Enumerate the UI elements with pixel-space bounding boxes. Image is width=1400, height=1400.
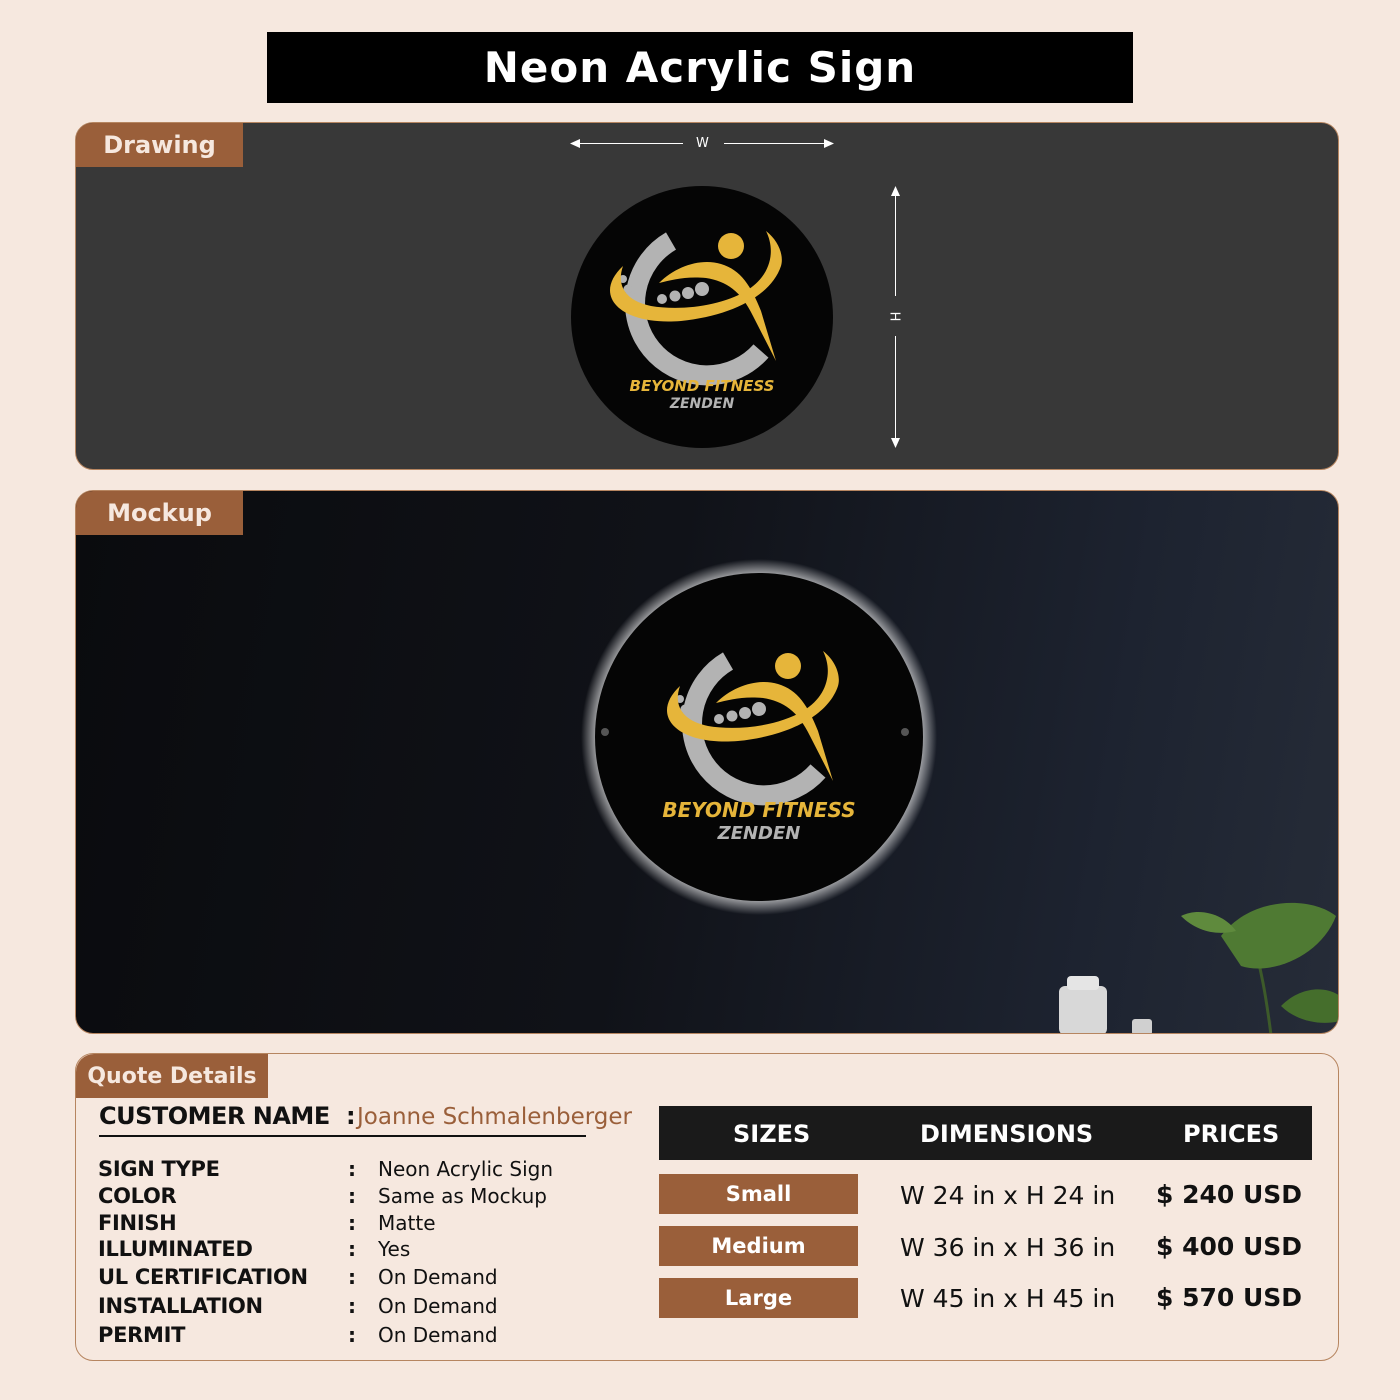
price-large: $ 570 USD [1156, 1283, 1303, 1312]
spec-row-color [76, 1184, 636, 1212]
drawing-logo-line2: ZENDEN [669, 396, 735, 412]
drawing-panel [75, 122, 1339, 470]
height-label: H [886, 311, 902, 322]
spec-value: On Demand [378, 1265, 498, 1289]
spec-row-installation [76, 1294, 636, 1322]
spec-key: UL CERTIFICATION [98, 1265, 308, 1289]
drawing-tab: Drawing [76, 123, 243, 167]
spec-row-permit [76, 1323, 636, 1351]
spec-value: On Demand [378, 1323, 498, 1347]
width-label: W [696, 136, 709, 151]
spec-row-ul-certification [76, 1265, 636, 1293]
decor-plant [1051, 876, 1339, 1034]
mockup-logo-line1: BEYOND FITNESS [662, 798, 856, 822]
spec-colon: : [348, 1157, 356, 1181]
spec-value: On Demand [378, 1294, 498, 1318]
mockup-tab: Mockup [76, 491, 243, 535]
spec-colon: : [348, 1323, 356, 1347]
mockup-logo-line2: ZENDEN [717, 823, 801, 844]
customer-name-colon: : [346, 1102, 356, 1130]
spec-colon: : [348, 1294, 356, 1318]
header-prices: PRICES [1183, 1120, 1280, 1148]
price-small: $ 240 USD [1156, 1180, 1303, 1209]
mockup-panel [75, 490, 1339, 1034]
dimensions-small: W 24 in x H 24 in [900, 1181, 1116, 1210]
drawing-logo [571, 186, 833, 448]
spec-key: PERMIT [98, 1323, 186, 1347]
size-medium-button[interactable]: Medium [659, 1226, 858, 1266]
spec-key: ILLUMINATED [98, 1237, 253, 1261]
spec-key: COLOR [98, 1184, 177, 1208]
customer-name-value: Joanne Schmalenberger [357, 1104, 633, 1130]
spec-value: Yes [378, 1237, 411, 1261]
spec-value: Matte [378, 1211, 436, 1235]
quote-tab: Quote Details [76, 1054, 268, 1098]
spec-key: FINISH [98, 1211, 177, 1235]
header-dimensions: DIMENSIONS [920, 1120, 1094, 1148]
spec-value: Same as Mockup [378, 1184, 547, 1208]
drawing-logo-line1: BEYOND FITNESS [629, 377, 775, 395]
price-table-header [659, 1106, 1312, 1160]
header-sizes: SIZES [733, 1120, 811, 1148]
customer-name-label: CUSTOMER NAME [99, 1102, 330, 1130]
spec-row-sign-type [76, 1157, 636, 1185]
spec-colon: : [348, 1184, 356, 1208]
page-title: Neon Acrylic Sign [267, 32, 1133, 103]
size-small-button[interactable]: Small [659, 1174, 858, 1214]
spec-colon: : [348, 1237, 356, 1261]
dimensions-medium: W 36 in x H 36 in [900, 1233, 1116, 1262]
quote-panel [75, 1053, 1339, 1361]
spec-colon: : [348, 1265, 356, 1289]
spec-colon: : [348, 1211, 356, 1235]
spec-row-illuminated [76, 1237, 636, 1265]
spec-value: Neon Acrylic Sign [378, 1157, 554, 1181]
customer-name-underline [99, 1135, 586, 1137]
dimensions-large: W 45 in x H 45 in [900, 1284, 1116, 1313]
size-large-button[interactable]: Large [659, 1278, 858, 1318]
price-medium: $ 400 USD [1156, 1232, 1303, 1261]
spec-row-finish [76, 1211, 636, 1239]
spec-key: INSTALLATION [98, 1294, 263, 1318]
mockup-logo [581, 559, 937, 915]
spec-key: SIGN TYPE [98, 1157, 220, 1181]
